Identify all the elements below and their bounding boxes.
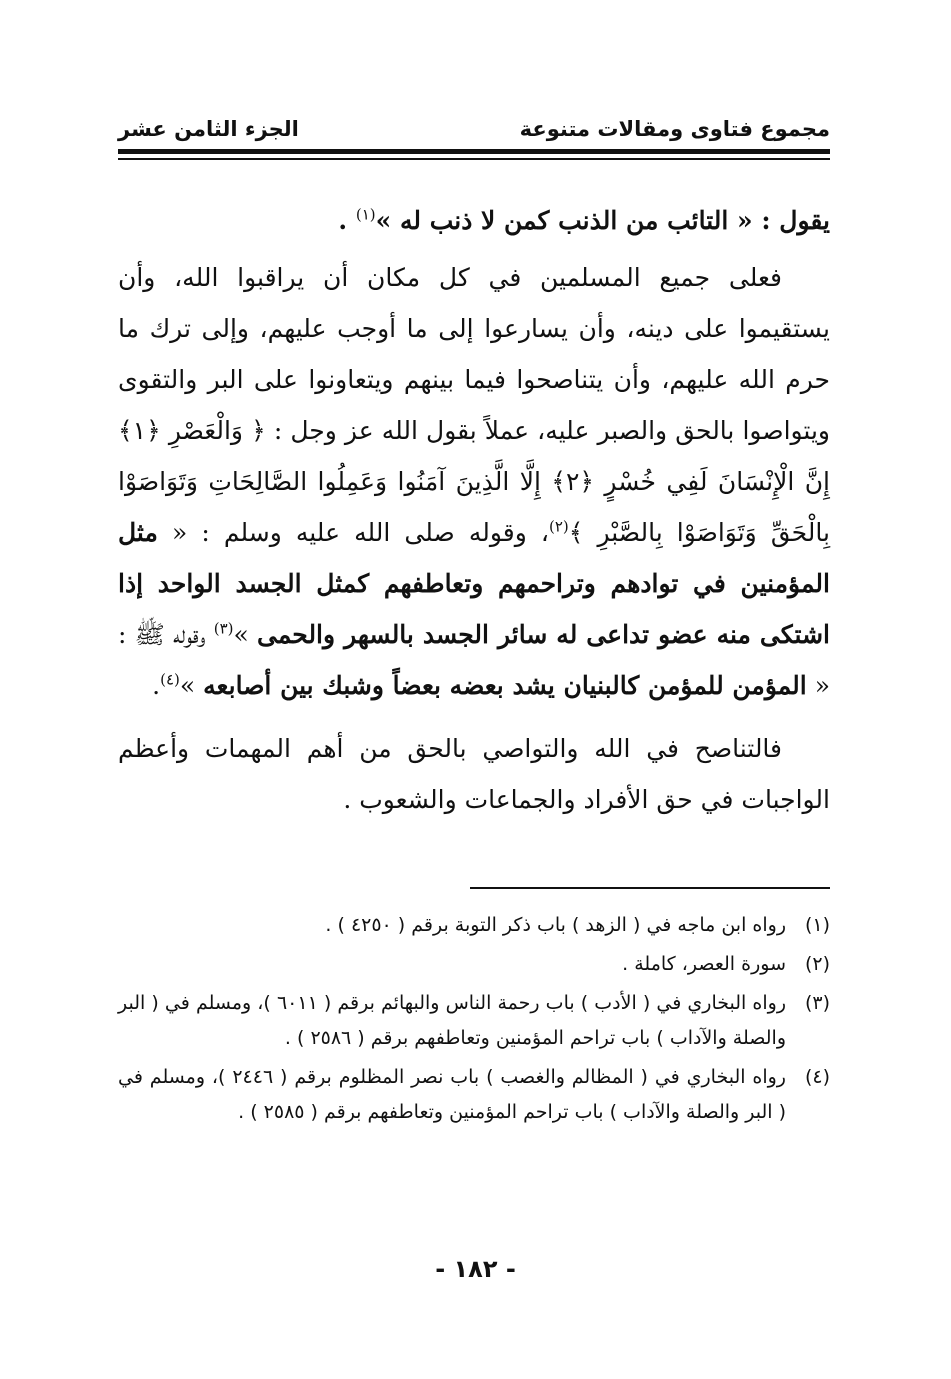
paragraph: فعلى جميع المسلمين في كل مكان أن يراقبوا الله، وأن يستقيموا على دينه، وأن يسارعوا إلى ما أوجب عليهم، وإلى ترك ما حرم الله عليهم، وأن يتناصحوا فيما بينهم ويتعاونوا على البر والتقوى ويتواصوا بالحق والصبر عليه، عملاً بقول الله عز وجل : ﴿ وَالْعَصْرِ ﴿١﴾ إِنَّ الْإِنْسَانَ لَفِي خُسْرٍ ﴿٢﴾ إِلَّا الَّذِينَ آمَنُوا وَعَمِلُوا الصَّالِحَاتِ وَتَوَاصَوْا بِالْحَقِّ وَتَوَاصَوْا بِالصَّبْرِ ﴾$^{(٢)}$، وقوله صلى الله عليه وسلم : « مثل المؤمنين في توادهم وتراحمهم وتعاطفهم كمثل الجسد الواحد إذا اشتكى منه عضو تداعى له سائر الجسد بالسهر والحمى »$^{(٣)}$ وقوله ﷺ : « المؤمن للمؤمن كالبنيان يشد بعضه بعضاً وشبك بين أصابعه »$^{(٤)}$. [118, 263, 831, 700]
book-title: مجموع فتاوى ومقالات متنوعة [519, 117, 830, 141]
paragraph: فالتناصح في الله والتواصي بالحق من أهم المهمات وأعظم الواجبات في حق الأفراد والجماعات والشعوب . [118, 734, 830, 814]
footnote-ref: (١) [355, 205, 376, 224]
hadith-quote: مثل المؤمنين في توادهم وتراحمهم وتعاطفهم كمثل الجسد الواحد إذا اشتكى منه عضو تداعى له سائر الجسد بالسهر والحمى [118, 518, 830, 649]
footnote-number: (١) [804, 914, 830, 936]
footnote-ref: (٤) [160, 670, 180, 689]
main-text [118, 195, 830, 825]
page-number: - ١٨٢ - [435, 1255, 516, 1283]
opening-line: يقول : « التائب من الذنب كمن لا ذنب له »$^{(١)}$ . [338, 205, 830, 235]
footnote-text: رواه البخاري في ( الأدب ) باب رحمة الناس والبهائم برقم ( ٦٠١١ )، ومسلم في ( البر والصلة والآداب ) باب تراحم المؤمنين وتعاطفهم برقم ( ٢٥٨٦ ) . [118, 992, 786, 1049]
footnote-ref: (٢) [548, 517, 569, 536]
quran-verse: ﴿ وَالْعَصْرِ ﴿١﴾ إِنَّ الْإِنْسَانَ لَفِي خُسْرٍ ﴿٢﴾ إِلَّا الَّذِينَ آمَنُوا وَعَمِلُوا الصَّالِحَاتِ وَتَوَاصَوْا بِالْحَقِّ وَتَوَاصَوْا بِالصَّبْرِ ﴾ [118, 416, 831, 547]
header-rule-thin [118, 158, 830, 160]
footnote [118, 986, 830, 1056]
footnote-number: (٣) [804, 992, 830, 1014]
hadith-quote: التائب من الذنب كمن لا ذنب له [399, 206, 729, 235]
footnotes [118, 908, 830, 1134]
footnote [118, 1060, 830, 1130]
volume-label: الجزء الثامن عشر [118, 117, 299, 141]
footnote-ref: (٣) [213, 619, 234, 638]
footnote-separator [470, 887, 830, 889]
footnote-text: سورة العصر، كاملة . [622, 953, 786, 975]
footnote [118, 947, 830, 982]
running-header [118, 112, 830, 146]
footnote-number: (٢) [804, 953, 830, 975]
footnote [118, 908, 830, 943]
footnote-text: رواه ابن ماجه في ( الزهد ) باب ذكر التوبة برقم ( ٤٢٥٠ ) . [325, 914, 786, 936]
footnote-number: (٤) [804, 1066, 830, 1088]
header-rule [118, 149, 830, 154]
hadith-quote: المؤمن للمؤمن كالبنيان يشد بعضه بعضاً وشبك بين أصابعه [203, 671, 807, 700]
footnote-text: رواه البخاري في ( المظالم والغصب ) باب نصر المظلوم برقم ( ٢٤٤٦ )، ومسلم في ( البر والصلة والآداب ) باب تراحم المؤمنين وتعاطفهم برقم ( ٢٥٨٥ ) . [118, 1066, 786, 1123]
